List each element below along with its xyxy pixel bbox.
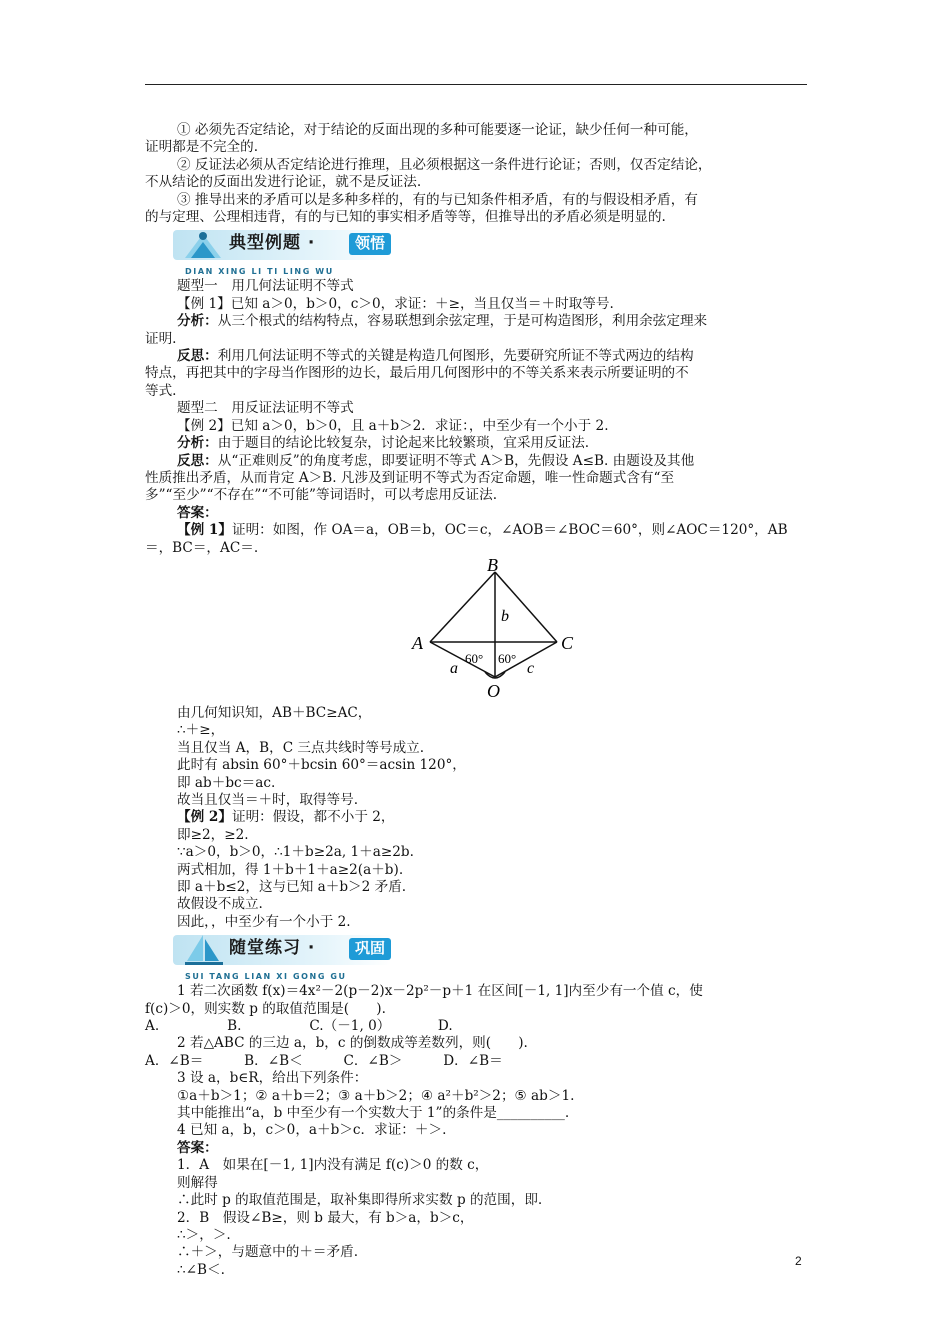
banner-subtitle: SUI TANG LIAN XI GONG GU (185, 972, 347, 982)
proof-line: 即≥2，≥2. (177, 826, 249, 843)
exercise-line: 2 若△ABC 的三边 a，b，c 的倒数成等差数列，则( ). (177, 1035, 528, 1052)
exercise-line: ①a＋b＞1；② a＋b＝2；③ a＋b＞2；④ a²＋b²＞2；⑤ ab＞1. (177, 1087, 575, 1104)
proof-line: 两式相加，得 1＋b＋1＋a≥2(a＋b). (177, 861, 404, 878)
intro-line: 的与定理、公理相违背，有的与已知的事实相矛盾等等，但推导出的矛盾必须是明显的. (145, 209, 666, 226)
triangle-diagram (407, 559, 587, 699)
example-2: 【例 2】已知 a＞0，b＞0，且 a＋b＞2．求证：，中至少有一个小于 2. (177, 417, 609, 434)
section-banner-practice (145, 933, 810, 983)
book-icon (181, 228, 225, 262)
sailboat-icon (181, 933, 225, 967)
intro-line: ② 反证法必须从否定结论进行推理，且必须根据这一条件进行论证；否则，仅否定结论， (177, 156, 712, 173)
exercise-line: 1 若二次函数 f(x)＝4x²－2(p－2)x－2p²－p＋1 在区间[－1, 1]内至少有一个值 c，使 (177, 983, 703, 1000)
banner-tag: 巩固 (349, 938, 391, 959)
banner-tag: 领悟 (349, 233, 391, 254)
reflection-1-cont: 特点，再把其中的字母当作图形的边长，最后用几何图形中的不等关系来表示所要证明的不 (145, 365, 689, 382)
intro-line: ③ 推导出来的矛盾可以是多种多样的，有的与已知条件相矛盾，有的与假设相矛盾，有 (177, 191, 698, 208)
document-body (145, 122, 810, 1279)
section-banner-examples (145, 228, 810, 278)
page-number: 2 (795, 1254, 802, 1268)
exercise-options: A．∠B＝ B．∠B＜ C．∠B＞ D．∠B＝ (145, 1052, 503, 1069)
answer-example-2: 【例 2】证明：假设，都不小于 2， (177, 809, 395, 826)
answer-example-1-cont: ＝，BC＝，AC＝. (145, 539, 259, 556)
example-1: 【例 1】已知 a＞0，b＞0，c＞0，求证：＋≥，当且仅当＝＋时取等号. (177, 295, 614, 312)
reflection-2-cont: 性质推出矛盾，从而肯定 A＞B. 凡涉及到证明不等式为否定命题，唯一性命题式含有“至 (145, 469, 675, 486)
topic-heading: 题型二 用反证法证明不等式 (177, 400, 354, 417)
geometry-figure (145, 559, 810, 701)
banner-title: 随堂练习 · (229, 938, 316, 959)
analysis-1: 分析：从三个根式的结构特点，容易联想到余弦定理，于是可构造图形，利用余弦定理来 (177, 313, 708, 330)
answer-line: 1．A 如果在[－1, 1]内没有满足 f(c)＞0 的数 c， (177, 1157, 489, 1174)
exercise-line: 3 设 a，b∈R，给出下列条件： (177, 1070, 368, 1087)
banner-title: 典型例题 · (229, 233, 316, 254)
intro-line: ① 必须先否定结论，对于结论的反面出现的多种可能要逐一论证，缺少任何一种可能， (177, 122, 698, 138)
answer-line: ∴∠B＜. (177, 1261, 225, 1278)
intro-line: 证明都是不完全的. (145, 139, 259, 156)
topic-heading: 题型一 用几何法证明不等式 (177, 278, 354, 295)
angle-label-right: 60° (498, 650, 517, 666)
reflection-1: 反思：利用几何法证明不等式的关键是构造几何图形，先要研究所证不等式两边的结构 (177, 348, 694, 365)
reflection-1-cont: 等式. (145, 382, 177, 399)
answers-label: 答案： (177, 504, 218, 521)
label-b: b (501, 607, 509, 625)
reflection-2: 反思：从“正难则反”的角度考虑，即要证明不等式 A＞B，先假设 A≤B. 由题设及其他 (177, 452, 695, 469)
label-C: C (561, 632, 574, 653)
proof-line: 即 a＋b≤2，这与已知 a＋b＞2 矛盾. (177, 879, 407, 895)
answer-line: ∴＞，＞. (177, 1226, 231, 1243)
answer-line: 2．B 假设∠B≥，则 b 最大，有 b＞a，b＞c， (177, 1209, 474, 1226)
label-c: c (527, 659, 535, 677)
answer-example-1: 【例 1】证明：如图，作 OA＝a，OB＝b，OC＝c，∠AOB＝∠BOC＝60°，则∠AOC＝120°，AB (177, 522, 788, 539)
analysis-1-cont: 证明. (145, 330, 177, 347)
intro-line: 不从结论的反面出发进行论证，就不是反证法. (145, 174, 422, 191)
exercise-line: 其中能推出“a，b 中至少有一个实数大于 1”的条件是__________. (177, 1105, 570, 1122)
label-A: A (412, 632, 423, 653)
angle-label-left: 60° (465, 650, 484, 666)
proof-line: ∴＋≥， (177, 722, 225, 739)
proof-line: 因此，，中至少有一个小于 2. (177, 913, 351, 930)
exercise-line: 4 已知 a，b，c＞0，a＋b＞c．求证：＋＞. (177, 1122, 447, 1139)
proof-line: 当且仅当 A，B，C 三点共线时等号成立. (177, 739, 425, 756)
proof-line: ∵a＞0，b＞0，∴1＋b≥2a, 1＋a≥2b. (177, 844, 414, 861)
proof-line: 故假设不成立. (177, 896, 263, 913)
proof-line: 此时有 absin 60°＋bcsin 60°＝acsin 120°， (177, 757, 466, 774)
label-B: B (487, 558, 498, 575)
banner-subtitle: DIAN XING LI TI LING WU (185, 267, 334, 277)
proof-line: 即 ab＋bc＝ac. (177, 774, 276, 791)
header-rule (145, 84, 807, 85)
label-O: O (487, 680, 500, 699)
answer-line: ∴＋＞，与题意中的＋＝矛盾. (177, 1244, 359, 1261)
exercise-line: f(c)＞0，则实数 p 的取值范围是( ). (145, 1000, 386, 1017)
analysis-2: 分析：由于题目的结论比较复杂，讨论起来比较繁琐，宜采用反证法. (177, 435, 590, 452)
label-a: a (450, 659, 458, 677)
answer-line: 则解得 (177, 1174, 218, 1191)
answers-label: 答案： (177, 1139, 218, 1156)
proof-line: 故当且仅当＝＋时，取得等号. (177, 791, 359, 808)
answer-line: ∴此时 p 的取值范围是，取补集即得所求实数 p 的范围，即. (177, 1192, 543, 1209)
proof-line: 由几何知识知，AB＋BC≥AC， (177, 704, 372, 721)
exercise-options: A. B. C.（－1, 0） D. (145, 1018, 453, 1035)
reflection-2-cont: 多”“至少”“不存在”“不可能”等词语时，可以考虑用反证法. (145, 487, 498, 504)
